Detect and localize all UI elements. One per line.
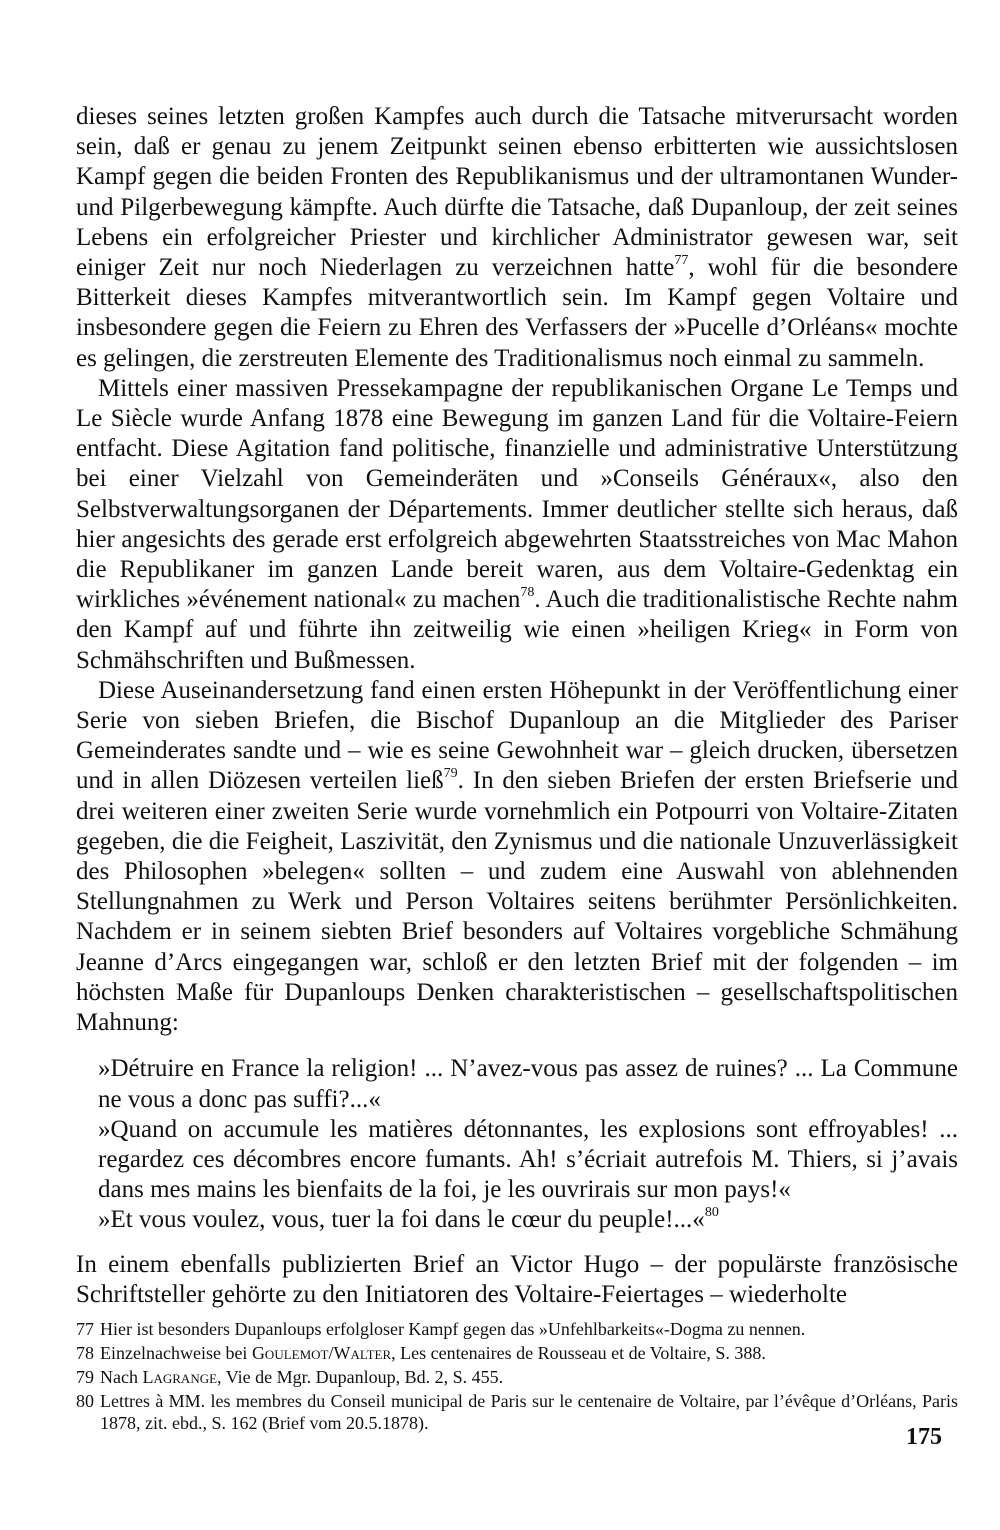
footnote-79 (76, 1366, 958, 1388)
footnote-text: Lettres à MM. les membres du Conseil municipal de Paris sur le centenaire de Voltaire, par l’évêque d’Orléans, Paris 1878, zit. ebd., S. 162 (Brief vom 20.5.1878). (100, 1391, 958, 1433)
paragraph-2 (76, 374, 958, 676)
paragraph-3 (76, 676, 958, 1038)
footnote-number: 79 (76, 1367, 94, 1387)
footnote-number: 77 (76, 1319, 94, 1339)
page-body (76, 102, 958, 1310)
quote-text: »Et vous voulez, vous, tuer la foi dans le cœur du peuple!...« (98, 1206, 705, 1234)
footnote-number: 80 (76, 1391, 94, 1411)
paragraph-text: Mittels einer massiven Pressekampagne der republikanischen Organe Le Temps und Le Siècle wurde Anfang 1878 eine Bewegung im ganzen Land für die Voltaire-Feiern entfacht. Diese Agitation fand politische, finanzielle und administrative Unterstützung bei einer Vielzahl von Gemeinderäten und »Conseils Généraux«, also den Selbstverwaltungsorganen der Départements. Immer deutlicher stellte sich heraus, daß hier angesichts des gerade erst erfolgreich abgewehrten Staatsstreiches von Mac Mahon die Republikaner im ganzen Lande bereit waren, aus dem Voltaire-Gedenktag ein wirkliches »événement national« zu machen (76, 374, 958, 614)
footnotes (76, 1318, 958, 1436)
footnote-text: Hier ist besonders Dupanloups erfolgloser Kampf gegen das »Unfehlbarkeits«-Dogma zu nennen. (100, 1319, 806, 1339)
paragraph-text: Diese Auseinandersetzung fand einen ersten Höhepunkt in der Veröffentlichung einer Serie von sieben Briefen, die Bischof Dupanloup an die Mitglieder des Pariser Gemeinderates sandte und – wie es seine Gewohnheit war – gleich drucken, übersetzen und in allen Diözesen verteilen ließ (76, 676, 958, 795)
block-quote (98, 1054, 958, 1235)
footnote-number: 78 (76, 1343, 94, 1363)
quote-line-3 (98, 1205, 958, 1235)
paragraph-text: . In den sieben Briefen der ersten Briefserie und drei weiteren einer zweiten Serie wurde vornehmlich ein Potpourri von Voltaire-Zitaten gegeben, die die Feigheit, Laszivität, den Zynismus und die nationale Unzuverlässigkeit des Philosophen »belegen« sollten – und zudem eine Auswahl von ablehnenden Stellungnahmen zu Werk und Person Voltaires seitens berühmter Persönlichkeiten. Nachdem er in seinem siebten Brief besonders auf Voltaires vorgebliche Schmähung Jeanne d’Arcs eingegangen war, schloß er den letzten Brief mit der folgenden – im höchsten Maße für Dupanloups Denken charakteristischen – gesellschaftspolitischen Mahnung: (76, 767, 958, 1037)
footnote-77 (76, 1318, 958, 1340)
footnote-text: Nach (100, 1367, 143, 1387)
quote-line-1: »Détruire en France la religion! ... N’avez-vous pas assez de ruines? ... La Commune ne vous a donc pas suffi?...« (98, 1055, 958, 1113)
footnote-ref-78[interactable]: 78 (520, 584, 535, 600)
paragraph-text: . Auch die traditionalistische Rechte nahm den Kampf auf und führte ihn zeitweilig wie einen »heiligen Krieg« in Form von Schmähschriften und Bußmessen. (76, 586, 958, 674)
footnote-text: , Vie de Mgr. Dupanloup, Bd. 2, S. 455. (217, 1367, 504, 1387)
footnote-text: , Les centenaires de Rousseau et de Voltaire, S. 388. (391, 1343, 766, 1363)
footnote-text: Einzelnachweise bei (100, 1343, 252, 1363)
footnote-80 (76, 1390, 958, 1434)
footnote-ref-79[interactable]: 79 (443, 766, 458, 782)
paragraph-text: , wohl für die besondere Bitterkeit dieses Kampfes mitverantwortlich sein. Im Kampf gegen Voltaire und insbesondere gegen die Feiern zu Ehren des Verfassers der »Pucelle d’Orléans« mochte es gelingen, die zerstreuten Elemente des Traditionalismus noch einmal zu sammeln. (76, 254, 958, 372)
paragraph-4: In einem ebenfalls publizierten Brief an Victor Hugo – der populärste französische Schriftsteller gehörte zu den Initiatoren des Voltaire-Feiertages – wiederholte (76, 1250, 958, 1308)
footnote-author: Lagrange (142, 1367, 218, 1387)
footnote-ref-80[interactable]: 80 (704, 1204, 719, 1220)
paragraph-text: dieses seines letzten großen Kampfes auch durch die Tatsache mitverursacht worden sein, daß er genau zu jenem Zeitpunkt seinen ebenso erbitterten wie aussichtslosen Kampf gegen die beiden Fronten des Republikanismus und der ultramontanen Wunder- und Pilgerbewegung kämpfte. Auch dürfte die Tatsache, daß Dupanloup, der zeit seines Lebens ein erfolgreicher Priester und kirchlicher Administrator gewesen war, seit einiger Zeit nur noch Niederlagen zu verzeichnen hatte (76, 103, 958, 282)
paragraph-1 (76, 102, 958, 374)
page-number: 175 (906, 1424, 942, 1450)
footnote-ref-77[interactable]: 77 (674, 252, 689, 268)
quote-line-2: »Quand on accumule les matières détonnantes, les explosions sont effroyables! ... regardez ces décombres encore fumants. Ah! s’écriait autrefois M. Thiers, si j’avais dans mes mains les bienfaits de la foi, je les ouvrirais sur mon pays!« (98, 1115, 958, 1204)
footnote-78 (76, 1342, 958, 1364)
footnote-author: Goulemot/Walter (251, 1343, 392, 1363)
